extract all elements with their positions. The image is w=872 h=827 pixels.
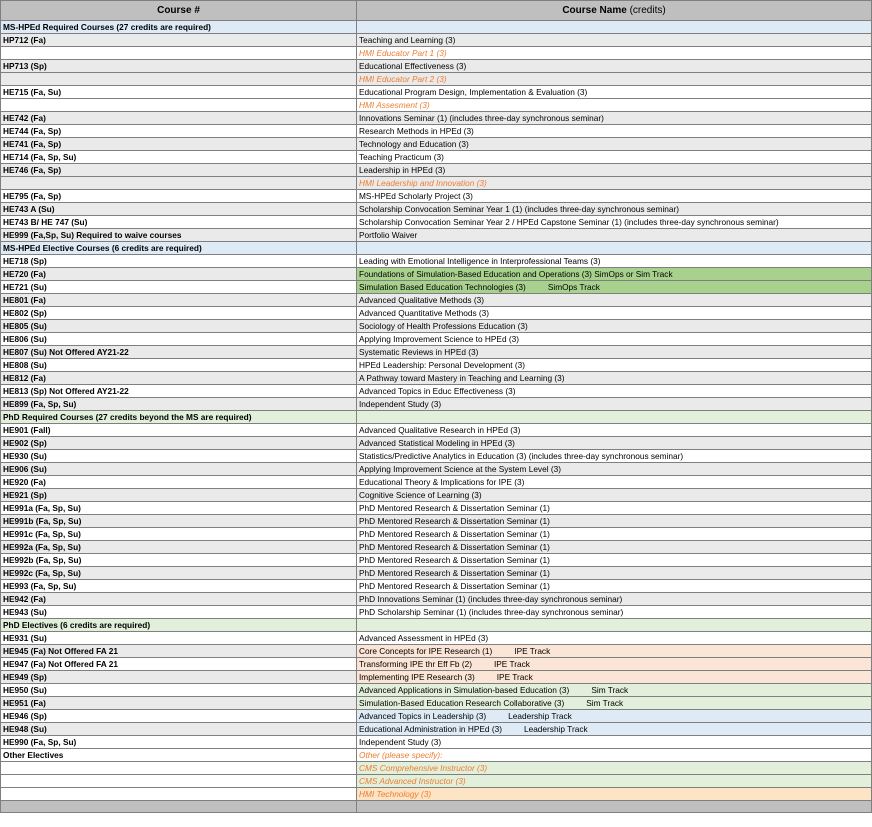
course-name-cell[interactable] xyxy=(357,21,872,34)
table-row xyxy=(1,580,872,593)
course-name-text: Advanced Topics in Leadership (3) xyxy=(359,711,487,721)
course-name-cell[interactable] xyxy=(357,567,872,580)
course-name-text: Educational Program Design, Implementation & Evaluation (3) xyxy=(359,87,588,97)
course-name-text: PhD Mentored Research & Dissertation Seminar (1) xyxy=(359,516,550,526)
course-name-cell[interactable] xyxy=(357,112,872,125)
course-name-text: HMI Educator Part 1 (3) xyxy=(359,48,447,58)
course-name-text: Leadership in HPEd (3) xyxy=(359,165,446,175)
course-name-text: Independent Study (3) xyxy=(359,399,442,409)
course-name-header-label: Course Name xyxy=(562,5,627,16)
table-row xyxy=(1,307,872,320)
course-name-cell[interactable] xyxy=(357,580,872,593)
table-row xyxy=(1,190,872,203)
course-name-text: Advanced Assessment in HPEd (3) xyxy=(359,633,489,643)
course-name-cell[interactable] xyxy=(357,398,872,411)
course-name-text: Advanced Topics in Educ Effectiveness (3) xyxy=(359,386,516,396)
table-row xyxy=(1,151,872,164)
course-name-cell[interactable] xyxy=(357,385,872,398)
course-name-cell[interactable] xyxy=(357,164,872,177)
course-name-cell[interactable] xyxy=(357,554,872,567)
course-name-text: HPEd Leadership: Personal Development (3) xyxy=(359,360,526,370)
course-name-cell[interactable] xyxy=(357,203,872,216)
course-name-cell[interactable] xyxy=(357,684,872,697)
course-name-text: Transforming IPE thr Eff Fb (2) xyxy=(359,659,472,669)
table-row xyxy=(1,450,872,463)
course-number-cell[interactable] xyxy=(1,801,357,813)
course-number-cell[interactable]: HE999 (Fa,Sp, Su) Required to waive courses xyxy=(1,229,357,242)
course-name-text: PhD Mentored Research & Dissertation Seminar (1) xyxy=(359,581,550,591)
course-name-text: PhD Scholarship Seminar (1) (includes three-day synchronous seminar) xyxy=(359,607,624,617)
course-name-cell[interactable] xyxy=(357,242,872,255)
course-name-text: Leading with Emotional Intelligence in Interprofessional Teams (3) xyxy=(359,256,601,266)
course-number-cell[interactable] xyxy=(1,47,357,60)
course-number-cell[interactable]: HE990 (Fa, Sp, Su) xyxy=(1,736,357,749)
table-row xyxy=(1,47,872,60)
table-row xyxy=(1,424,872,437)
table-row xyxy=(1,398,872,411)
course-number-cell[interactable]: HE806 (Su) xyxy=(1,333,357,346)
course-name-cell[interactable] xyxy=(357,762,872,775)
course-name-text: Applying Improvement Science to HPEd (3) xyxy=(359,334,520,344)
table-row xyxy=(1,749,872,762)
table-row xyxy=(1,73,872,86)
table-row xyxy=(1,736,872,749)
course-number-cell[interactable]: HE795 (Fa, Sp) xyxy=(1,190,357,203)
course-number-cell[interactable]: HE992a (Fa, Sp, Su) xyxy=(1,541,357,554)
table-row xyxy=(1,320,872,333)
course-name-text: Core Concepts for IPE Research (1) xyxy=(359,646,493,656)
course-name-cell[interactable] xyxy=(357,723,872,736)
course-name-text: MS-HPEd Scholarly Project (3) xyxy=(359,191,473,201)
course-name-cell[interactable] xyxy=(357,697,872,710)
table-row xyxy=(1,125,872,138)
section-header-row xyxy=(1,242,872,255)
course-name-text: HMI Technology (3) xyxy=(359,789,432,799)
course-name-text: Advanced Statistical Modeling in HPEd (3) xyxy=(359,438,515,448)
track-label: Leadership Track xyxy=(508,711,572,721)
table-row xyxy=(1,112,872,125)
course-number-cell[interactable]: HE805 (Su) xyxy=(1,320,357,333)
course-number-cell[interactable]: HE721 (Su) xyxy=(1,281,357,294)
course-name-text: Applying Improvement Science at the System Level (3) xyxy=(359,464,561,474)
table-row xyxy=(1,502,872,515)
course-name-cell[interactable] xyxy=(357,333,872,346)
table-row xyxy=(1,515,872,528)
course-name-cell[interactable] xyxy=(357,346,872,359)
course-name-header-suffix: (credits) xyxy=(629,5,666,16)
track-label: IPE Track xyxy=(493,659,530,669)
course-number-cell[interactable]: HE812 (Fa) xyxy=(1,372,357,385)
course-number-cell[interactable]: HE741 (Fa, Sp) xyxy=(1,138,357,151)
table-row xyxy=(1,437,872,450)
course-number-cell[interactable]: HE943 (Su) xyxy=(1,606,357,619)
course-number-cell[interactable]: HE718 (Sp) xyxy=(1,255,357,268)
course-name-text: Educational Effectiveness (3) xyxy=(359,61,467,71)
table-row xyxy=(1,463,872,476)
table-row xyxy=(1,762,872,775)
table-row xyxy=(1,60,872,73)
course-number-cell[interactable]: HE931 (Su) xyxy=(1,632,357,645)
course-number-cell[interactable]: HE949 (Sp) xyxy=(1,671,357,684)
course-name-header[interactable] xyxy=(357,1,872,21)
course-name-cell[interactable] xyxy=(357,99,872,112)
track-label: IPE Track xyxy=(496,672,533,682)
course-number-cell[interactable]: HE714 (Fa, Sp, Su) xyxy=(1,151,357,164)
track-label: Sim Track xyxy=(591,685,629,695)
course-name-cell[interactable] xyxy=(357,268,872,281)
table-row xyxy=(1,606,872,619)
course-number-cell[interactable]: HE991b (Fa, Sp, Su) xyxy=(1,515,357,528)
course-name-text: Simulation Based Education Technologies (3) xyxy=(359,282,526,292)
table-row xyxy=(1,255,872,268)
course-number-cell[interactable] xyxy=(1,99,357,112)
course-name-cell[interactable] xyxy=(357,151,872,164)
course-name-text: Sociology of Health Professions Education (3) xyxy=(359,321,528,331)
table-row xyxy=(1,372,872,385)
course-number-cell[interactable]: HE813 (Sp) Not Offered AY21-22 xyxy=(1,385,357,398)
course-name-cell[interactable] xyxy=(357,320,872,333)
course-number-cell[interactable]: HE921 (Sp) xyxy=(1,489,357,502)
course-name-cell[interactable] xyxy=(357,372,872,385)
course-number-cell[interactable]: HE743 A (Su) xyxy=(1,203,357,216)
course-name-text: PhD Mentored Research & Dissertation Seminar (1) xyxy=(359,568,550,578)
course-table-body xyxy=(1,21,872,813)
course-name-text: Simulation-Based Education Research Collaborative (3) xyxy=(359,698,565,708)
course-name-text: Cognitive Science of Learning (3) xyxy=(359,490,482,500)
course-name-cell[interactable] xyxy=(357,736,872,749)
course-name-text: CMS Advanced Instructor (3) xyxy=(359,776,466,786)
course-name-text: Independent Study (3) xyxy=(359,737,442,747)
course-name-text: Portfolio Waiver xyxy=(359,230,418,240)
table-row xyxy=(1,203,872,216)
course-number-cell[interactable]: HE808 (Su) xyxy=(1,359,357,372)
course-name-text: Technology and Education (3) xyxy=(359,139,469,149)
table-row xyxy=(1,697,872,710)
course-name-text: Systematic Reviews in HPEd (3) xyxy=(359,347,479,357)
course-number-cell[interactable]: HE950 (Su) xyxy=(1,684,357,697)
table-row xyxy=(1,177,872,190)
course-number-cell[interactable]: HE746 (Fa, Sp) xyxy=(1,164,357,177)
course-name-text: CMS Comprehensive Instructor (3) xyxy=(359,763,488,773)
course-number-cell[interactable] xyxy=(1,775,357,788)
header-row xyxy=(1,1,872,21)
course-name-text: Educational Administration in HPEd (3) xyxy=(359,724,502,734)
course-name-text: Advanced Quantitative Methods (3) xyxy=(359,308,490,318)
course-name-cell[interactable] xyxy=(357,138,872,151)
course-number-cell[interactable]: HE902 (Sp) xyxy=(1,437,357,450)
course-name-text: HMI Assesment (3) xyxy=(359,100,430,110)
course-number-cell[interactable]: HE947 (Fa) Not Offered FA 21 xyxy=(1,658,357,671)
course-name-cell[interactable] xyxy=(357,177,872,190)
course-name-cell[interactable] xyxy=(357,255,872,268)
track-label: Sim Track xyxy=(586,698,624,708)
course-number-cell[interactable]: HE930 (Su) xyxy=(1,450,357,463)
track-label: Leadership Track xyxy=(523,724,588,734)
course-name-cell[interactable] xyxy=(357,476,872,489)
course-number-cell[interactable]: HE715 (Fa, Su) xyxy=(1,86,357,99)
course-name-cell[interactable] xyxy=(357,190,872,203)
course-number-cell[interactable] xyxy=(1,177,357,190)
course-name-cell[interactable] xyxy=(357,593,872,606)
course-name-cell[interactable] xyxy=(357,528,872,541)
course-name-text: Teaching Practicum (3) xyxy=(359,152,444,162)
course-number-cell[interactable]: HE906 (Su) xyxy=(1,463,357,476)
table-row xyxy=(1,567,872,580)
course-number-cell[interactable]: HE946 (Sp) xyxy=(1,710,357,723)
track-label: IPE Track xyxy=(514,646,551,656)
table-row xyxy=(1,216,872,229)
table-row xyxy=(1,710,872,723)
course-name-cell[interactable] xyxy=(357,411,872,424)
table-row xyxy=(1,86,872,99)
course-name-cell[interactable] xyxy=(357,619,872,632)
course-number-cell[interactable]: HE992b (Fa, Sp, Su) xyxy=(1,554,357,567)
course-name-cell[interactable] xyxy=(357,658,872,671)
course-name-text: PhD Innovations Seminar (1) (includes three-day synchronous seminar) xyxy=(359,594,623,604)
course-number-cell[interactable] xyxy=(1,762,357,775)
course-name-text: Teaching and Learning (3) xyxy=(359,35,456,45)
course-number-cell[interactable]: Other Electives xyxy=(1,749,357,762)
course-name-text: HMI Leadership and Innovation (3) xyxy=(359,178,487,188)
course-name-cell[interactable] xyxy=(357,359,872,372)
table-row xyxy=(1,593,872,606)
course-name-text: Scholarship Convocation Seminar Year 1 (1) (includes three-day synchronous seminar) xyxy=(359,204,680,214)
table-row xyxy=(1,333,872,346)
course-number-cell[interactable]: HE945 (Fa) Not Offered FA 21 xyxy=(1,645,357,658)
course-number-cell[interactable]: HE991c (Fa, Sp, Su) xyxy=(1,528,357,541)
table-row xyxy=(1,489,872,502)
table-row xyxy=(1,684,872,697)
table-row xyxy=(1,99,872,112)
course-name-text: PhD Mentored Research & Dissertation Seminar (1) xyxy=(359,503,550,513)
course-number-cell[interactable]: HE899 (Fa, Sp, Su) xyxy=(1,398,357,411)
course-number-cell[interactable]: HE993 (Fa, Sp, Su) xyxy=(1,580,357,593)
table-row xyxy=(1,788,872,801)
course-number-cell[interactable]: HP712 (Fa) xyxy=(1,34,357,47)
table-row xyxy=(1,645,872,658)
course-name-cell[interactable] xyxy=(357,86,872,99)
table-row xyxy=(1,281,872,294)
course-name-text: Implementing IPE Research (3) xyxy=(359,672,475,682)
course-name-text: Foundations of Simulation-Based Education and Operations (3) SimOps or Sim Track xyxy=(359,269,673,279)
table-row xyxy=(1,528,872,541)
course-name-cell[interactable] xyxy=(357,775,872,788)
course-name-cell[interactable] xyxy=(357,515,872,528)
table-row xyxy=(1,346,872,359)
course-number-cell[interactable]: HE992c (Fa, Sp, Su) xyxy=(1,567,357,580)
table-row xyxy=(1,554,872,567)
course-name-cell[interactable] xyxy=(357,502,872,515)
course-name-text: PhD Mentored Research & Dissertation Seminar (1) xyxy=(359,542,550,552)
course-name-text: PhD Mentored Research & Dissertation Seminar (1) xyxy=(359,555,550,565)
course-name-cell[interactable] xyxy=(357,801,872,813)
course-name-cell[interactable] xyxy=(357,34,872,47)
course-name-text: PhD Mentored Research & Dissertation Seminar (1) xyxy=(359,529,550,539)
table-row xyxy=(1,164,872,177)
course-name-cell[interactable] xyxy=(357,450,872,463)
course-number-cell[interactable]: HE901 (Fall) xyxy=(1,424,357,437)
course-number-cell[interactable]: HE807 (Su) Not Offered AY21-22 xyxy=(1,346,357,359)
course-name-text: Other (please specify): xyxy=(359,750,443,760)
course-number-cell[interactable]: HE951 (Fa) xyxy=(1,697,357,710)
course-number-cell[interactable] xyxy=(1,73,357,86)
course-name-text: Advanced Qualitative Methods (3) xyxy=(359,295,484,305)
course-number-cell[interactable] xyxy=(1,788,357,801)
course-number-cell[interactable]: HE802 (Sp) xyxy=(1,307,357,320)
course-name-text: Research Methods in HPEd (3) xyxy=(359,126,474,136)
course-name-cell[interactable] xyxy=(357,788,872,801)
course-name-cell[interactable] xyxy=(357,463,872,476)
table-row xyxy=(1,541,872,554)
course-name-cell[interactable] xyxy=(357,47,872,60)
course-name-cell[interactable] xyxy=(357,229,872,242)
course-name-cell[interactable] xyxy=(357,645,872,658)
course-name-cell[interactable] xyxy=(357,606,872,619)
table-row xyxy=(1,294,872,307)
table-row xyxy=(1,476,872,489)
course-number-cell[interactable]: HE920 (Fa) xyxy=(1,476,357,489)
table-row xyxy=(1,671,872,684)
course-name-text: Educational Theory & Implications for IPE (3) xyxy=(359,477,525,487)
course-name-cell[interactable] xyxy=(357,541,872,554)
course-name-text: Statistics/Predictive Analytics in Education (3) (includes three-day synchronous seminar) xyxy=(359,451,684,461)
table-row xyxy=(1,723,872,736)
course-name-cell[interactable] xyxy=(357,749,872,762)
course-number-cell[interactable]: MS-HPEd Elective Courses (6 credits are required) xyxy=(1,242,357,255)
course-name-cell[interactable] xyxy=(357,437,872,450)
course-name-cell[interactable] xyxy=(357,671,872,684)
table-row xyxy=(1,359,872,372)
course-name-text: HMI Educator Part 2 (3) xyxy=(359,74,447,84)
table-row xyxy=(1,385,872,398)
table-row xyxy=(1,632,872,645)
section-header-row xyxy=(1,21,872,34)
course-name-cell[interactable] xyxy=(357,216,872,229)
course-name-cell[interactable] xyxy=(357,710,872,723)
table-row xyxy=(1,775,872,788)
course-name-text: A Pathway toward Mastery in Teaching and Learning (3) xyxy=(359,373,565,383)
course-name-cell[interactable] xyxy=(357,281,872,294)
footer-row xyxy=(1,801,872,813)
course-name-cell[interactable] xyxy=(357,632,872,645)
table-row xyxy=(1,138,872,151)
table-row xyxy=(1,658,872,671)
course-name-cell[interactable] xyxy=(357,294,872,307)
course-number-cell[interactable]: HE948 (Su) xyxy=(1,723,357,736)
course-name-cell[interactable] xyxy=(357,125,872,138)
course-number-cell[interactable]: HP713 (Sp) xyxy=(1,60,357,73)
track-label: SimOps Track xyxy=(547,282,600,292)
course-number-cell[interactable]: HE942 (Fa) xyxy=(1,593,357,606)
course-name-cell[interactable] xyxy=(357,424,872,437)
table-row xyxy=(1,34,872,47)
course-number-cell[interactable]: HE744 (Fa, Sp) xyxy=(1,125,357,138)
course-number-cell[interactable]: HE720 (Fa) xyxy=(1,268,357,281)
table-row xyxy=(1,229,872,242)
course-number-cell[interactable]: HE743 B/ HE 747 (Su) xyxy=(1,216,357,229)
course-number-cell[interactable]: PhD Required Courses (27 credits beyond the MS are required) xyxy=(1,411,357,424)
section-header-row xyxy=(1,619,872,632)
table-row xyxy=(1,268,872,281)
course-name-text: Advanced Applications in Simulation-based Education (3) xyxy=(359,685,570,695)
course-number-cell[interactable]: HE742 (Fa) xyxy=(1,112,357,125)
course-number-cell[interactable]: HE801 (Fa) xyxy=(1,294,357,307)
course-name-text: Scholarship Convocation Seminar Year 2 / HPEd Capstone Seminar (1) (includes three-day synchronous seminar) xyxy=(359,217,779,227)
course-name-cell[interactable] xyxy=(357,60,872,73)
course-name-cell[interactable] xyxy=(357,73,872,86)
course-number-cell[interactable]: PhD Electives (6 credits are required) xyxy=(1,619,357,632)
course-name-cell[interactable] xyxy=(357,489,872,502)
course-name-cell[interactable] xyxy=(357,307,872,320)
course-number-cell[interactable]: HE991a (Fa, Sp, Su) xyxy=(1,502,357,515)
section-header-row xyxy=(1,411,872,424)
course-name-text: Advanced Qualitative Research in HPEd (3) xyxy=(359,425,521,435)
course-number-header[interactable]: Course # xyxy=(1,1,357,21)
course-number-cell[interactable]: MS-HPEd Required Courses (27 credits are required) xyxy=(1,21,357,34)
course-name-text: Innovations Seminar (1) (includes three-day synchronous seminar) xyxy=(359,113,604,123)
